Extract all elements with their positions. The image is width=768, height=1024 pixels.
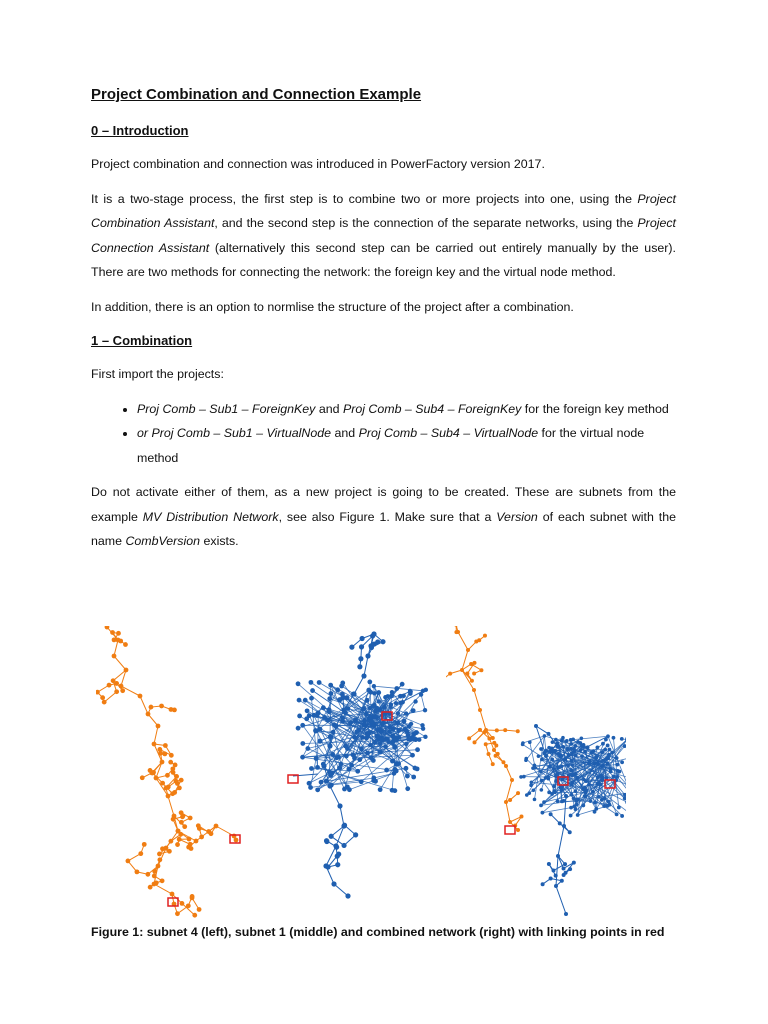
figure-caption: Figure 1: subnet 4 (left), subnet 1 (middle) and combined network (right) with linking points in red (91, 925, 665, 939)
page-title: Project Combination and Connection Example (91, 86, 422, 103)
project-list (91, 397, 676, 471)
subnet-1-network-image (278, 626, 448, 920)
section-heading-combination: 1 – Combination (91, 333, 193, 348)
document-page (91, 86, 676, 564)
intro-paragraph-3: In addition, there is an option to normlise the structure of the project after a combination. (91, 299, 574, 314)
combination-paragraph-2: Do not activate either of them, as a new project is going to be created. These are subnets from the example MV Distribution Network, see also Figure 1. Make sure that a Version of each subnet with the name CombVersion exists. (91, 485, 676, 548)
intro-paragraph-2: It is a two-stage process, the first step is to combine two or more projects into one, using the Project Combination Assistant, and the second step is the connection of the separate networks, using the Project Connection Assistant (alternatively this second step can be carried out entirely manually by the user). There are two methods for connecting the network: the foreign key and the virtual node method. (91, 191, 676, 279)
intro-paragraph-1: Project combination and connection was introduced in PowerFactory version 2017. (91, 157, 545, 171)
project-combination-assistant-term: Project Combination Assistant (91, 191, 676, 230)
combined-network-image (446, 626, 626, 920)
list-item: • or Proj Comb – Sub1 – VirtualNode and Proj Comb – Sub4 – VirtualNode for the virtual node method (137, 421, 676, 470)
section-heading-introduction: 0 – Introduction (91, 123, 189, 138)
combination-paragraph-1: First import the projects: (91, 367, 224, 381)
figure-1 (96, 626, 676, 920)
list-item: • Proj Comb – Sub1 – ForeignKey and Proj Comb – Sub4 – ForeignKey for the foreign key method (137, 397, 676, 422)
subnet-4-network-image (96, 626, 256, 920)
project-connection-assistant-term: Project Connection Assistant (91, 216, 676, 255)
